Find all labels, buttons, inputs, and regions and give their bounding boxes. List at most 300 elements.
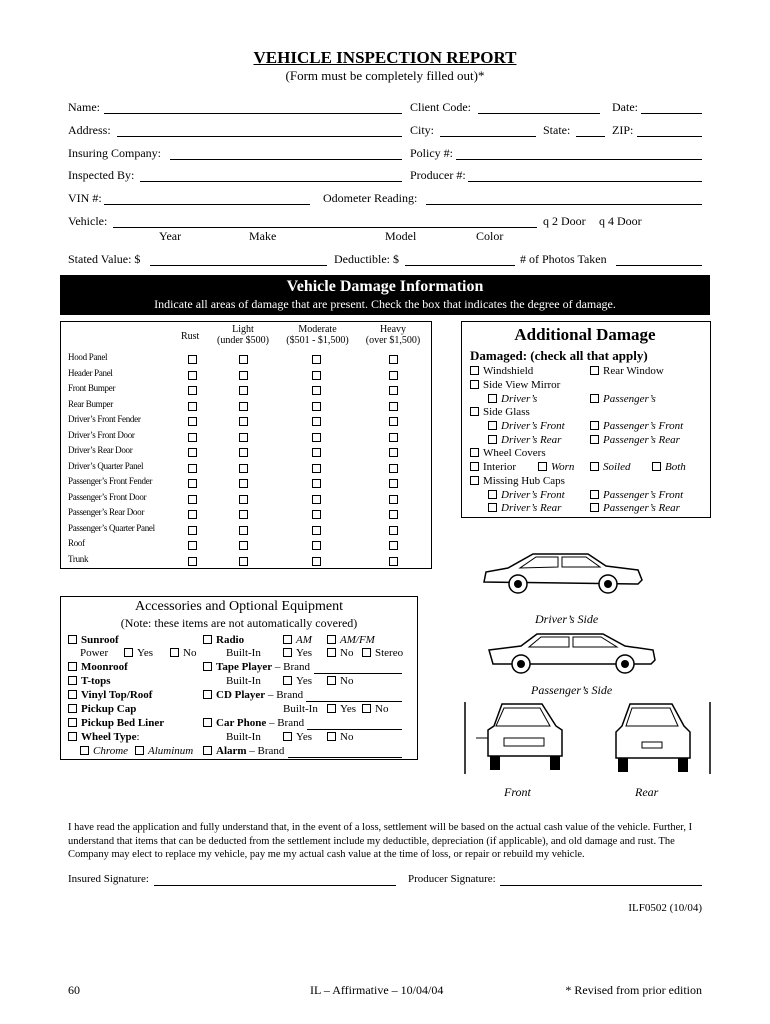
car-phone-brand-label: – Brand [268, 717, 305, 729]
cd-brand-field[interactable] [306, 701, 402, 702]
hub-caps-checkbox[interactable] [470, 476, 479, 485]
damage-checkbox-heavy[interactable] [389, 448, 398, 457]
insured-signature-label: Insured Signature: [68, 873, 149, 885]
damage-checkbox-moderate[interactable] [312, 386, 321, 395]
mirror-passengers-option[interactable] [590, 393, 656, 405]
glass-pf-checkbox[interactable] [590, 421, 599, 430]
hub-df-label: Driver’s Front [501, 489, 565, 501]
alarm-checkbox[interactable] [203, 746, 212, 755]
cd-label: CD Player [216, 689, 266, 701]
deductible-label: Deductible: $ [334, 252, 399, 266]
bed-liner-label: Pickup Bed Liner [81, 717, 165, 729]
damage-checkbox-rust[interactable] [188, 386, 197, 395]
stated-value-field[interactable] [150, 265, 327, 266]
damage-checkbox-rust[interactable] [188, 402, 197, 411]
glass-dr-option[interactable] [488, 434, 561, 446]
col-header-light-l2: (under $500) [217, 335, 269, 346]
year-caption: Year [159, 229, 182, 243]
odometer-field[interactable] [426, 204, 702, 205]
glass-df-label: Driver’s Front [501, 420, 565, 432]
tape-option[interactable] [203, 661, 310, 673]
radio-no-label: No [340, 647, 354, 659]
damage-checkbox-light[interactable] [239, 557, 248, 566]
hub-pf-label: Passenger’s Front [603, 489, 684, 501]
power-yes-checkbox[interactable] [124, 648, 133, 657]
power-yes-option[interactable] [124, 647, 153, 659]
amfm-checkbox[interactable] [327, 635, 336, 644]
damage-checkbox-light[interactable] [239, 402, 248, 411]
glass-pr-checkbox[interactable] [590, 435, 599, 444]
photos-field[interactable] [616, 265, 702, 266]
damage-checkbox-moderate[interactable] [312, 495, 321, 504]
wheel-type-checkbox[interactable] [68, 732, 77, 741]
interior-checkbox[interactable] [470, 462, 479, 471]
damage-row-label: Trunk [68, 553, 89, 564]
chrome-checkbox[interactable] [80, 746, 89, 755]
damage-row-label: Front Bumper [68, 383, 116, 393]
glass-df-checkbox[interactable] [488, 421, 497, 430]
producer-field[interactable] [468, 181, 702, 182]
damage-checkbox-light[interactable] [239, 371, 248, 380]
damage-row-label: Passenger’s Rear Door [68, 507, 145, 517]
col-header-heavy-l2: (over $1,500) [365, 335, 421, 346]
inspected-by-field[interactable] [140, 181, 402, 182]
damage-checkbox-light[interactable] [239, 541, 248, 550]
model-caption: Model [385, 229, 417, 243]
damage-row-label: Driver’s Front Fender [68, 414, 141, 424]
wheel-covers-checkbox[interactable] [470, 448, 479, 457]
pickup-cap-checkbox[interactable] [68, 704, 77, 713]
tape-checkbox[interactable] [203, 662, 212, 671]
tape-yes-checkbox[interactable] [283, 676, 292, 685]
car-phone-no-checkbox[interactable] [327, 732, 336, 741]
odometer-label: Odometer Reading: [323, 191, 418, 205]
zip-field[interactable] [637, 136, 702, 137]
radio-no-checkbox[interactable] [327, 648, 336, 657]
car-phone-brand-field[interactable] [307, 729, 402, 730]
photos-label: # of Photos Taken [520, 252, 607, 266]
damage-checkbox-rust[interactable] [188, 417, 197, 426]
damage-banner [60, 275, 710, 315]
damage-row-label: Passenger’s Front Door [68, 491, 147, 502]
car-phone-label: Car Phone [216, 717, 267, 729]
footer-right: * Revised from prior edition [565, 983, 702, 997]
side-mirror-checkbox[interactable] [470, 380, 479, 389]
date-label: Date: [612, 100, 638, 114]
sunroof-checkbox[interactable] [68, 635, 77, 644]
statement-text: I have read the application and fully understand that, in the event of a loss, settlement will be based on the actual cash value of the vehicle. Further, I understand that items that can be deducted from the settlement include my deductible, depreciation (if applicable), and old damage and rust. The Company may elect to replace my vehicle, pay me my actual cash value at the time of loss, or repair or rebuild my vehicle. [68, 822, 693, 860]
worn-checkbox[interactable] [538, 462, 547, 471]
damage-checkbox-light[interactable] [239, 464, 248, 473]
tape-no-label: No [340, 675, 354, 687]
cd-yes-label: Yes [340, 703, 357, 715]
aluminum-label: Aluminum [148, 745, 194, 757]
damage-checkbox-light[interactable] [239, 448, 248, 457]
glass-pf-option[interactable] [590, 420, 683, 432]
hub-dr-option[interactable] [488, 502, 561, 514]
alarm-option[interactable] [203, 745, 284, 757]
damage-row-label: Hood Panel [68, 352, 108, 362]
damage-checkbox-moderate[interactable] [312, 557, 321, 566]
hub-df-option[interactable] [488, 489, 565, 501]
damage-checkbox-light[interactable] [239, 495, 248, 504]
radio-option[interactable] [203, 634, 244, 646]
damage-checkbox-heavy[interactable] [389, 433, 398, 442]
vin-label: VIN #: [68, 191, 102, 205]
rear-caption: Rear [635, 785, 659, 799]
alarm-label: Alarm [216, 745, 247, 757]
page-number: 60 [68, 983, 80, 997]
cd-builtin-label: Built-In [283, 703, 318, 715]
windshield-label: Windshield [483, 365, 534, 377]
glass-dr-label: Driver’s Rear [501, 434, 562, 446]
radio-yes-label: Yes [296, 647, 313, 659]
aluminum-checkbox[interactable] [135, 746, 144, 755]
date-field[interactable] [641, 113, 702, 114]
mirror-drivers-checkbox[interactable] [488, 394, 497, 403]
side-mirror-label: Side View Mirror [483, 379, 561, 391]
power-no-label: No [183, 647, 197, 659]
power-yes-label: Yes [137, 647, 154, 659]
hub-caps-option[interactable] [470, 475, 565, 487]
rear-window-label: Rear Window [603, 365, 664, 377]
car-phone-builtin-label: Built-In [226, 731, 261, 743]
cd-yes-checkbox[interactable] [327, 704, 336, 713]
client-code-label: Client Code: [410, 100, 471, 114]
damage-checkbox-light[interactable] [239, 479, 248, 488]
hub-dr-label: Driver’s Rear [501, 502, 562, 514]
page-title: VEHICLE INSPECTION REPORT [253, 48, 517, 67]
damage-checkbox-heavy[interactable] [389, 495, 398, 504]
damage-checkbox-moderate[interactable] [312, 433, 321, 442]
pickup-cap-option[interactable] [68, 703, 136, 715]
state-label: State: [543, 123, 571, 137]
windshield-checkbox[interactable] [470, 366, 479, 375]
mirror-passengers-checkbox[interactable] [590, 394, 599, 403]
alarm-brand-label: – Brand [249, 745, 285, 757]
cd-option[interactable] [203, 689, 303, 701]
car-phone-no-label: No [340, 731, 354, 743]
side-glass-option[interactable] [470, 406, 530, 418]
damage-checkbox-light[interactable] [239, 417, 248, 426]
soiled-label: Soiled [603, 461, 631, 473]
radio-yes-checkbox[interactable] [283, 648, 292, 657]
side-mirror-option[interactable] [470, 379, 560, 391]
soiled-option[interactable] [590, 461, 631, 473]
moonroof-checkbox[interactable] [68, 662, 77, 671]
side-glass-label: Side Glass [483, 406, 530, 418]
damage-checkbox-moderate[interactable] [312, 479, 321, 488]
damage-checkbox-heavy[interactable] [389, 371, 398, 380]
side-glass-checkbox[interactable] [470, 407, 479, 416]
radio-no-option[interactable] [327, 647, 353, 659]
name-label: Name: [68, 100, 100, 114]
chrome-option[interactable] [80, 745, 128, 757]
tape-no-option[interactable] [327, 675, 353, 687]
damage-row-label: Header Panel [68, 367, 113, 378]
ttops-checkbox[interactable] [68, 676, 77, 685]
damage-row-label: Roof [68, 538, 85, 548]
city-field[interactable] [440, 136, 536, 137]
make-caption: Make [249, 229, 277, 243]
drivers-side-caption: Driver’s Side [535, 612, 599, 626]
stereo-option[interactable] [362, 647, 403, 659]
aluminum-option[interactable] [135, 745, 193, 757]
am-checkbox[interactable] [283, 635, 292, 644]
power-label: Power [80, 647, 109, 659]
damage-row-label: Passenger’s Quarter Panel [68, 522, 155, 533]
wheel-covers-label: Wheel Covers [483, 447, 546, 459]
cd-brand-label: – Brand [267, 689, 304, 701]
windshield-option[interactable] [470, 365, 533, 377]
hub-dr-checkbox[interactable] [488, 503, 497, 512]
damage-banner-title: Vehicle Damage Information [286, 278, 484, 295]
rear-window-option[interactable] [590, 365, 664, 377]
col-header-moderate-l1: Moderate [298, 324, 337, 335]
ttops-label: T-tops [81, 675, 111, 687]
damage-checkbox-heavy[interactable] [389, 526, 398, 535]
alarm-brand-field[interactable] [288, 757, 402, 758]
col-header-heavy-l1: Heavy [379, 324, 407, 335]
vin-field[interactable] [104, 204, 310, 205]
wheel-type-colon: : [136, 731, 140, 743]
mirror-drivers-option[interactable] [488, 393, 537, 405]
damage-checkbox-moderate[interactable] [312, 541, 321, 550]
tape-yes-option[interactable] [283, 675, 312, 687]
hub-pr-label: Passenger’s Rear [603, 502, 680, 514]
name-field[interactable] [104, 113, 402, 114]
damage-checkbox-rust[interactable] [188, 355, 197, 364]
damage-row-label: Driver’s Front Door [68, 429, 135, 440]
car-phone-checkbox[interactable] [203, 718, 212, 727]
col-header-light [212, 324, 274, 346]
insured-signature-field[interactable] [154, 885, 396, 886]
pickup-cap-label: Pickup Cap [81, 703, 137, 715]
form-code: ILF0502 (10/04) [628, 902, 702, 914]
damage-checkbox-moderate[interactable] [312, 510, 321, 519]
inspected-by-label: Inspected By: [68, 168, 135, 182]
passengers-side-caption: Passenger’s Side [531, 683, 613, 697]
two-door-option[interactable]: q 2 Door [543, 214, 586, 228]
damage-checkbox-heavy[interactable] [389, 541, 398, 550]
tape-no-checkbox[interactable] [327, 676, 336, 685]
damage-row-label: Driver’s Quarter Panel [68, 460, 144, 471]
damage-checkbox-moderate[interactable] [312, 402, 321, 411]
car-front-icon [462, 698, 582, 778]
damage-checkbox-heavy[interactable] [389, 510, 398, 519]
col-header-light-l1: Light [232, 324, 254, 335]
sunroof-label: Sunroof [81, 634, 119, 646]
damage-checkbox-moderate[interactable] [312, 526, 321, 535]
damage-checkbox-heavy[interactable] [389, 355, 398, 364]
damage-checkbox-moderate[interactable] [312, 464, 321, 473]
damage-checkbox-heavy[interactable] [389, 557, 398, 566]
cd-yes-option[interactable] [327, 703, 356, 715]
worn-label: Worn [551, 461, 575, 473]
col-header-heavy [360, 324, 426, 346]
four-door-option[interactable]: q 4 Door [599, 214, 642, 228]
wheel-type-label: Wheel Type [81, 731, 137, 743]
damage-checkbox-moderate[interactable] [312, 448, 321, 457]
interior-option[interactable] [470, 461, 516, 473]
power-no-option[interactable] [170, 647, 196, 659]
damage-checkbox-moderate[interactable] [312, 417, 321, 426]
damage-checkbox-light[interactable] [239, 526, 248, 535]
tape-brand-field[interactable] [314, 673, 402, 674]
damage-checkbox-light[interactable] [239, 355, 248, 364]
insuring-company-field[interactable] [170, 159, 402, 160]
damage-checkbox-heavy[interactable] [389, 479, 398, 488]
stereo-label: Stereo [375, 647, 404, 659]
car-phone-yes-checkbox[interactable] [283, 732, 292, 741]
stated-value-label: Stated Value: $ [68, 252, 141, 266]
tape-label: Tape Player [216, 661, 273, 673]
ttops-option[interactable] [68, 675, 111, 687]
hub-pr-option[interactable] [590, 502, 680, 514]
vinyl-option[interactable] [68, 689, 152, 701]
both-option[interactable] [652, 461, 686, 473]
cd-no-label: No [375, 703, 389, 715]
damage-banner-subtitle: Indicate all areas of damage that are present. Check the box that indicates the degree of damage. [154, 297, 616, 311]
col-header-rust: Rust [181, 331, 200, 342]
damage-checkbox-rust[interactable] [188, 526, 197, 535]
damage-checkbox-rust[interactable] [188, 510, 197, 519]
state-field[interactable] [576, 136, 605, 137]
front-caption: Front [504, 785, 531, 799]
rear-window-checkbox[interactable] [590, 366, 599, 375]
radio-yes-option[interactable] [283, 647, 312, 659]
amfm-option[interactable] [327, 634, 375, 646]
zip-label: ZIP: [612, 123, 634, 137]
am-label: AM [296, 634, 312, 646]
car-phone-yes-option[interactable] [283, 731, 312, 743]
glass-pf-label: Passenger’s Front [603, 420, 684, 432]
page-subtitle: (Form must be completely filled out)* [285, 68, 485, 83]
damage-checkbox-rust[interactable] [188, 371, 197, 380]
amfm-label: AM/FM [340, 634, 375, 646]
producer-signature-label: Producer Signature: [408, 873, 496, 885]
vinyl-checkbox[interactable] [68, 690, 77, 699]
insuring-company-label: Insuring Company: [68, 146, 161, 160]
address-field[interactable] [117, 136, 402, 137]
car-phone-yes-label: Yes [296, 731, 313, 743]
glass-pr-label: Passenger’s Rear [603, 434, 680, 446]
col-header-moderate [280, 324, 355, 346]
hub-pr-checkbox[interactable] [590, 503, 599, 512]
client-code-field[interactable] [478, 113, 600, 114]
col-header-moderate-l2: ($501 - $1,500) [286, 335, 349, 346]
address-label: Address: [68, 123, 111, 137]
both-label: Both [665, 461, 686, 473]
car-drivers-side-icon [478, 548, 648, 598]
hub-caps-label: Missing Hub Caps [483, 475, 565, 487]
damage-checkbox-light[interactable] [239, 386, 248, 395]
damage-checkbox-heavy[interactable] [389, 402, 398, 411]
glass-pr-option[interactable] [590, 434, 680, 446]
both-checkbox[interactable] [652, 462, 661, 471]
damage-checkbox-rust[interactable] [188, 557, 197, 566]
chrome-label: Chrome [93, 745, 129, 757]
producer-label: Producer #: [410, 168, 466, 182]
car-passengers-side-icon [485, 628, 660, 676]
cd-no-option[interactable] [362, 703, 388, 715]
radio-checkbox[interactable] [203, 635, 212, 644]
power-no-checkbox[interactable] [170, 648, 179, 657]
hub-pf-option[interactable] [590, 489, 683, 501]
damage-row-label: Driver’s Rear Door [68, 445, 133, 455]
damage-checkbox-moderate[interactable] [312, 355, 321, 364]
moonroof-option[interactable] [68, 661, 128, 673]
footer-center: IL – Affirmative – 10/04/04 [310, 983, 444, 997]
cd-checkbox[interactable] [203, 690, 212, 699]
damage-checkbox-rust[interactable] [188, 541, 197, 550]
damage-checkbox-rust[interactable] [188, 433, 197, 442]
damage-checkbox-rust[interactable] [188, 479, 197, 488]
additional-damage-title: Additional Damage [514, 325, 656, 344]
am-option[interactable] [283, 634, 312, 646]
soiled-checkbox[interactable] [590, 462, 599, 471]
hub-pf-checkbox[interactable] [590, 490, 599, 499]
damage-checkbox-rust[interactable] [188, 495, 197, 504]
policy-field[interactable] [456, 159, 702, 160]
hub-df-checkbox[interactable] [488, 490, 497, 499]
city-label: City: [410, 123, 435, 137]
accessories-title: Accessories and Optional Equipment [134, 599, 343, 614]
producer-signature-field[interactable] [500, 885, 702, 886]
bed-liner-option[interactable] [68, 717, 164, 729]
car-phone-option[interactable] [203, 717, 304, 729]
tape-builtin-label: Built-In [226, 675, 261, 687]
damage-checkbox-light[interactable] [239, 433, 248, 442]
deductible-field[interactable] [405, 265, 515, 266]
vinyl-label: Vinyl Top/Roof [81, 689, 153, 701]
worn-option[interactable] [538, 461, 574, 473]
glass-df-option[interactable] [488, 420, 565, 432]
cd-no-checkbox[interactable] [362, 704, 371, 713]
vehicle-label: Vehicle: [68, 214, 108, 228]
car-rear-icon [600, 698, 715, 778]
radio-builtin-label: Built-In [226, 647, 261, 659]
bed-liner-checkbox[interactable] [68, 718, 77, 727]
wheel-covers-option[interactable] [470, 447, 546, 459]
additional-damage-subtitle: Damaged: (check all that apply) [470, 348, 648, 363]
damage-checkbox-heavy[interactable] [389, 464, 398, 473]
mirror-drivers-label: Driver’s [501, 393, 538, 405]
glass-dr-checkbox[interactable] [488, 435, 497, 444]
damage-row-label: Passenger’s Front Fender [68, 476, 153, 486]
damage-checkbox-moderate[interactable] [312, 371, 321, 380]
damage-checkbox-heavy[interactable] [389, 386, 398, 395]
vehicle-field[interactable] [113, 227, 537, 228]
radio-label: Radio [216, 634, 245, 646]
damage-checkbox-light[interactable] [239, 510, 248, 519]
accessories-note: (Note: these items are not automatically covered) [120, 616, 358, 630]
color-caption: Color [476, 229, 504, 243]
mirror-passengers-label: Passenger’s [603, 393, 656, 405]
damage-checkbox-heavy[interactable] [389, 417, 398, 426]
policy-label: Policy #: [410, 146, 454, 160]
damage-checkbox-rust[interactable] [188, 464, 197, 473]
sunroof-option[interactable] [68, 634, 119, 646]
car-phone-no-option[interactable] [327, 731, 353, 743]
interior-label: Interior [483, 461, 516, 473]
wheel-type-option[interactable] [68, 731, 140, 743]
damage-row-label: Rear Bumper [68, 398, 113, 409]
damage-checkbox-rust[interactable] [188, 448, 197, 457]
moonroof-label: Moonroof [81, 661, 128, 673]
stereo-checkbox[interactable] [362, 648, 371, 657]
tape-yes-label: Yes [296, 675, 313, 687]
